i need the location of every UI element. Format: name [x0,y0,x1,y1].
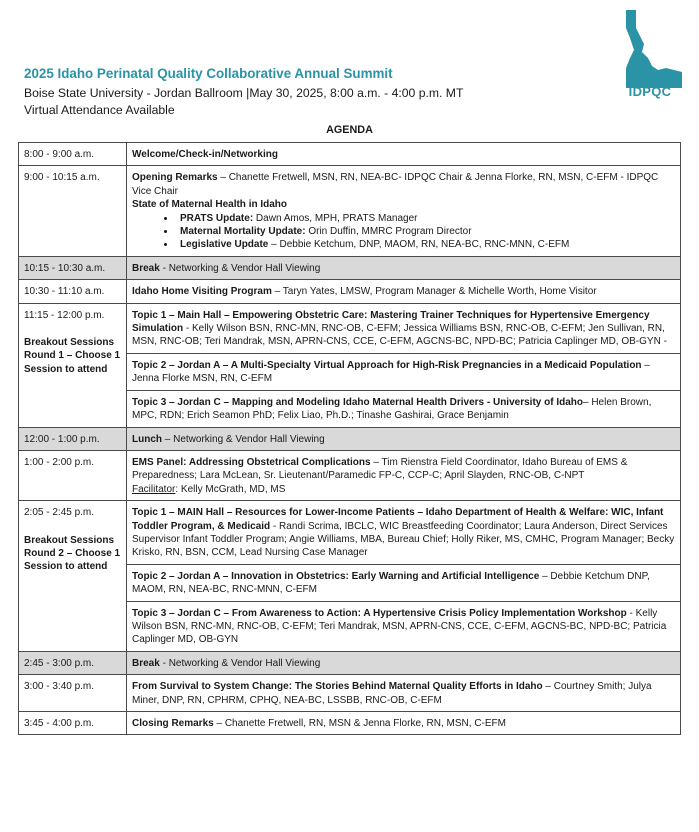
time-cell: 1:00 - 2:00 p.m. [19,450,127,500]
session-subheading: State of Maternal Health in Idaho [132,199,288,211]
session-speakers: – Chanette Fretwell, RN, MSN & Jenna Florke, RN, MSN, C-EFM [213,718,506,729]
session-title: Topic 1 – Main Hall – Empowering Obstetric Care: Mastering Trainer Techniques for Hypertensive Emergency Simulation [132,309,650,335]
session-speakers: – Jenna Florke MSN, RN, C-EFM [132,359,650,385]
session-cell [127,390,681,427]
time-cell [19,501,127,652]
facilitator-label: Facilitator [132,483,176,495]
agenda-row [19,427,681,450]
breakout-round-label: Breakout Sessions Round 2 – Choose 1 Session to attend [24,534,121,573]
session-title: Idaho Home Visiting Program [132,286,272,298]
agenda-heading: AGENDA [326,124,373,136]
agenda-row [19,256,681,279]
session-speakers: - Randi Scrima, IBCLC, WIC Breastfeeding Coordinator; Laura Anderson, Direct Services Supervisor Infant Toddler Program; Angie Williams, MBA, Bureau Chief; Holly Riker, MS, CMHC, Program Manager; Becky Krisko, RN, BSN, CCM, Lead Nursing Case Manager [132,520,675,559]
agenda-row [19,166,681,256]
session-cell [127,256,681,279]
session-title: Opening Remarks [132,172,218,184]
agenda-row [19,501,681,565]
agenda-row [19,450,681,500]
agenda-row [19,303,681,353]
bullet-label: Maternal Mortality Update: [180,226,306,238]
list-item [176,225,675,238]
session-title: Break [132,262,160,274]
session-speakers: – Courtney Smith; Julya Miner, DNP, RN, CPHRM, CPHQ, NEA-BC, LSSBB, RNC-OB, C-EFM [132,681,652,706]
time-label: 11:15 - 12:00 p.m. [24,309,105,321]
time-cell: 2:45 - 3:00 p.m. [19,651,127,674]
session-cell [127,166,681,256]
agenda-row [19,675,681,712]
session-speakers: – Chanette Fretwell, MSN, RN, NEA-BC- IDPQC Chair & Jenna Florke, RN, MSN, C-EFM - IDPQC Vice Chair [132,172,659,197]
summit-title: 2025 Idaho Perinatal Quality Collaborative Annual Summit [24,66,393,81]
session-speakers: – Helen Brown, MPC, RDN; Erich Seamon PhD; Felix Liao, Ph.D.; Tinashe Gashirai, Grace Benjamin [132,396,652,422]
idpqc-logo-text: IDPQC [628,84,672,99]
update-list [132,212,675,252]
time-label: 2:05 - 2:45 p.m. [24,507,95,519]
breakout-round-label: Breakout Sessions Round 1 – Choose 1 Session to attend [24,337,121,375]
list-item [176,238,675,251]
venue-line: Boise State University - Jordan Ballroom |May 30, 2025, 8:00 a.m. - 4:00 p.m. MT [24,86,464,100]
session-speakers: – Debbie Ketchum DNP, MAOM, RN, NEA-BC, RNC-MNN, C-EFM [132,570,650,596]
virtual-attendance-line: Virtual Attendance Available [24,103,175,117]
session-cell [127,712,681,735]
session-cell [127,501,681,565]
bullet-label: Legislative Update [180,239,269,251]
agenda-row [19,651,681,674]
session-cell [127,651,681,674]
agenda-table [18,142,681,735]
session-cell [127,427,681,450]
time-cell: 12:00 - 1:00 p.m. [19,427,127,450]
time-cell: 9:00 - 10:15 a.m. [19,166,127,256]
session-title: Welcome/Check-in/Networking [132,149,278,160]
session-speakers: - Networking & Vendor Hall Viewing [159,657,321,669]
session-speakers: - Kelly Wilson BSN, RNC-MN, RNC-OB, C-EFM; Jessica Williams BSN, RNC-OB, C-EFM; Jen Sullivan, RN, MSN, RNC-OB; Teri Mandrak, MSN, APRN-CNS, CCE, C-EFM, AGCNS-BC, NPD-BC; Patricia Caplinger MD, OB-GYN - [132,323,667,348]
session-title: Topic 2 – Jordan A – A Multi-Specialty Virtual Approach for High-Risk Pregnancies in a Medicaid Population [132,359,642,371]
session-cell [127,353,681,390]
session-title: From Survival to System Change: The Stories Behind Maternal Quality Efforts in Idaho [132,681,543,693]
session-title: Topic 2 – Jordan A – Innovation in Obstetrics: Early Warning and Artificial Intelligence [132,570,540,582]
session-title: Break [132,657,160,669]
session-title: EMS Panel: Addressing Obstetrical Complications [132,456,371,468]
session-title: Closing Remarks [132,718,214,729]
session-cell [127,303,681,353]
time-cell: 8:00 - 9:00 a.m. [19,143,127,166]
session-cell [127,450,681,500]
session-title: Topic 3 – Jordan C – Mapping and Modeling Idaho Maternal Health Drivers - University of Idaho [132,396,583,408]
time-cell [19,303,127,427]
session-cell [127,143,681,166]
agenda-row [19,280,681,303]
agenda-row [19,712,681,735]
agenda-row [19,143,681,166]
session-title: Lunch [132,433,162,445]
session-speakers: – Taryn Yates, LMSW, Program Manager & Michelle Worth, Home Visitor [271,286,597,298]
session-speakers: - Networking & Vendor Hall Viewing [159,262,321,274]
session-cell [127,564,681,601]
list-item [176,212,675,225]
session-cell [127,280,681,303]
session-cell [127,601,681,651]
time-cell: 3:00 - 3:40 p.m. [19,675,127,712]
bullet-text: – Debbie Ketchum, DNP, MAOM, RN, NEA-BC, RNC-MNN, C-EFM [268,239,570,251]
facilitator-name: : Kelly McGrath, MD, MS [175,483,286,495]
bullet-text: Dawn Amos, MPH, PRATS Manager [253,212,418,224]
session-cell [127,675,681,712]
time-cell: 10:30 - 11:10 a.m. [19,280,127,303]
session-title: Topic 1 – MAIN Hall – Resources for Lower-Income Patients – Idaho Department of Health & Welfare: WIC, Infant Toddler Program, & Medicaid [132,507,664,532]
session-title: Topic 3 – Jordan C – From Awareness to Action: A Hypertensive Crisis Policy Implementation Workshop [132,607,627,619]
session-speakers: – Tim Rienstra Field Coordinator, Idaho Bureau of EMS & Preparedness; Lara McLean, Sr. Lieutenant/Paramedic FP-C, CCP-C; April Slayden, RNC-OB, C-NPT [132,456,628,482]
bullet-label: PRATS Update: [180,212,254,224]
bullet-text: Orin Duffin, MMRC Program Director [305,226,472,238]
time-cell: 10:15 - 10:30 a.m. [19,256,127,279]
session-speakers: - Kelly Wilson BSN, RNC-MN, RNC-OB, C-EFM; Teri Mandrak, MSN, APRN-CNS, CCE, C-EFM, AGCNS-BC, NPD-BC; Patricia Caplinger MD, OB-GYN [132,607,667,646]
time-cell: 3:45 - 4:00 p.m. [19,712,127,735]
session-speakers: – Networking & Vendor Hall Viewing [162,433,325,445]
